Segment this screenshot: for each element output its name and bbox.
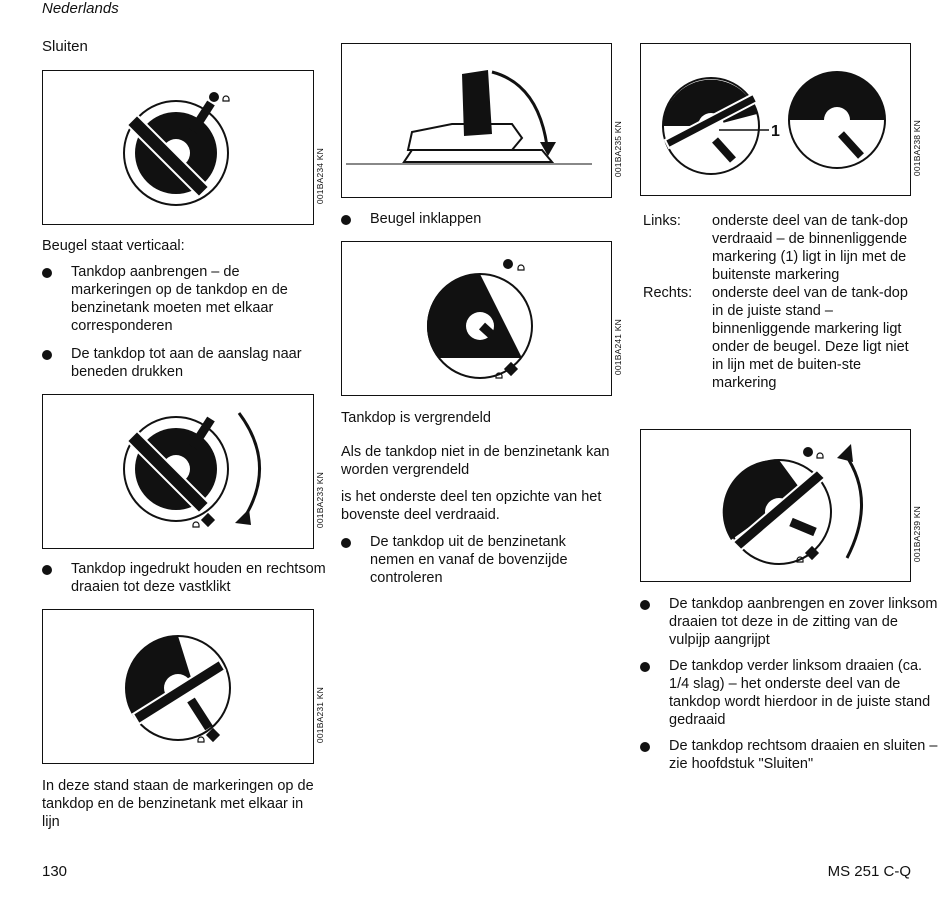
- figure-code: 001BA239 KN: [912, 505, 922, 562]
- cap-illustration: [43, 610, 313, 763]
- figure-code: 001BA234 KN: [315, 147, 325, 204]
- figure-cap-locked: [341, 241, 623, 396]
- cap-comparison-illustration: [641, 44, 910, 195]
- bullet-item: Tankdop aanbrengen – de markeringen op de tankdop en de benzinetank moeten met elkaar corresponderen: [42, 263, 313, 335]
- caption-text: Tankdop is vergrendeld: [341, 410, 491, 426]
- bullet-item: De tankdop rechtsom draaien en sluiten – zie hoofdstuk "Sluiten": [640, 737, 940, 773]
- section-title: Sluiten: [42, 38, 88, 55]
- definition-row: [643, 212, 913, 284]
- intro-text: Beugel staat verticaal:: [42, 238, 185, 254]
- bullet-item: De tankdop verder linksom draaien (ca. 1/4 slag) – het onderste deel van de tankdop wordt hierdoor in de juiste stand gedraaid: [640, 657, 940, 729]
- bullet-item: De tankdop tot aan de aanslag naar beneden drukken: [42, 345, 313, 381]
- figure-code: 001BA241 KN: [613, 318, 623, 375]
- definition-list: [643, 212, 913, 392]
- figure-cap-press: [42, 394, 325, 549]
- definition-row: [643, 284, 913, 392]
- definition-description: onderste deel van de tank-dop verdraaid – de binnenliggende markering (1) ligt in lijn met de buitenste markering: [712, 213, 908, 283]
- bracket-illustration: [342, 44, 611, 197]
- figure-cap-closed: [42, 70, 325, 225]
- cap-illustration: [43, 71, 313, 224]
- figure-code: 001BA231 KN: [315, 686, 325, 743]
- figure-cap-comparison: [640, 43, 922, 196]
- paragraph: is het onderste deel ten opzichte van het bovenste deel verdraaid.: [341, 489, 602, 523]
- figure-code: 001BA233 KN: [315, 471, 325, 528]
- figure-bracket-fold: [341, 43, 623, 198]
- figure-cap-aligned: [42, 609, 325, 764]
- bullet-item: De tankdop uit de benzinetank nemen en vanaf de bovenzijde controleren: [341, 533, 610, 587]
- subheading: Als de tankdop niet in de benzinetank kan worden vergrendeld: [341, 444, 610, 478]
- figure-cap-rotate-left: [640, 429, 922, 582]
- page-number: 130: [42, 863, 68, 880]
- cap-illustration: [342, 242, 611, 395]
- bullet-item: De tankdop aanbrengen en zover linksom draaien tot deze in de zitting van de vulpijp aangrijpt: [640, 595, 940, 649]
- outro-text: In deze stand staan de markeringen op de tankdop en de benzinetank met elkaar in lijn: [42, 778, 314, 830]
- language-header: Nederlands: [42, 0, 119, 17]
- model-name: MS 251 C-Q: [827, 863, 911, 880]
- bullet-item: Tankdop ingedrukt houden en rechtsom draaien tot deze vastklikt: [42, 560, 341, 596]
- definition-term: Rechts:: [643, 285, 693, 301]
- definition-description: onderste deel van de tank-dop in de juiste stand – binnenliggende markering ligt onder de beugel. Deze ligt niet in lijn met de buiten-ste markering: [712, 285, 909, 391]
- figure-code: 001BA238 KN: [912, 119, 922, 176]
- cap-illustration: [641, 430, 910, 581]
- figure-code: 001BA235 KN: [613, 120, 623, 177]
- cap-illustration: [43, 395, 313, 548]
- marker-label: 1: [771, 123, 780, 140]
- definition-term: Links:: [643, 213, 681, 229]
- bullet-item: Beugel inklappen: [341, 210, 641, 228]
